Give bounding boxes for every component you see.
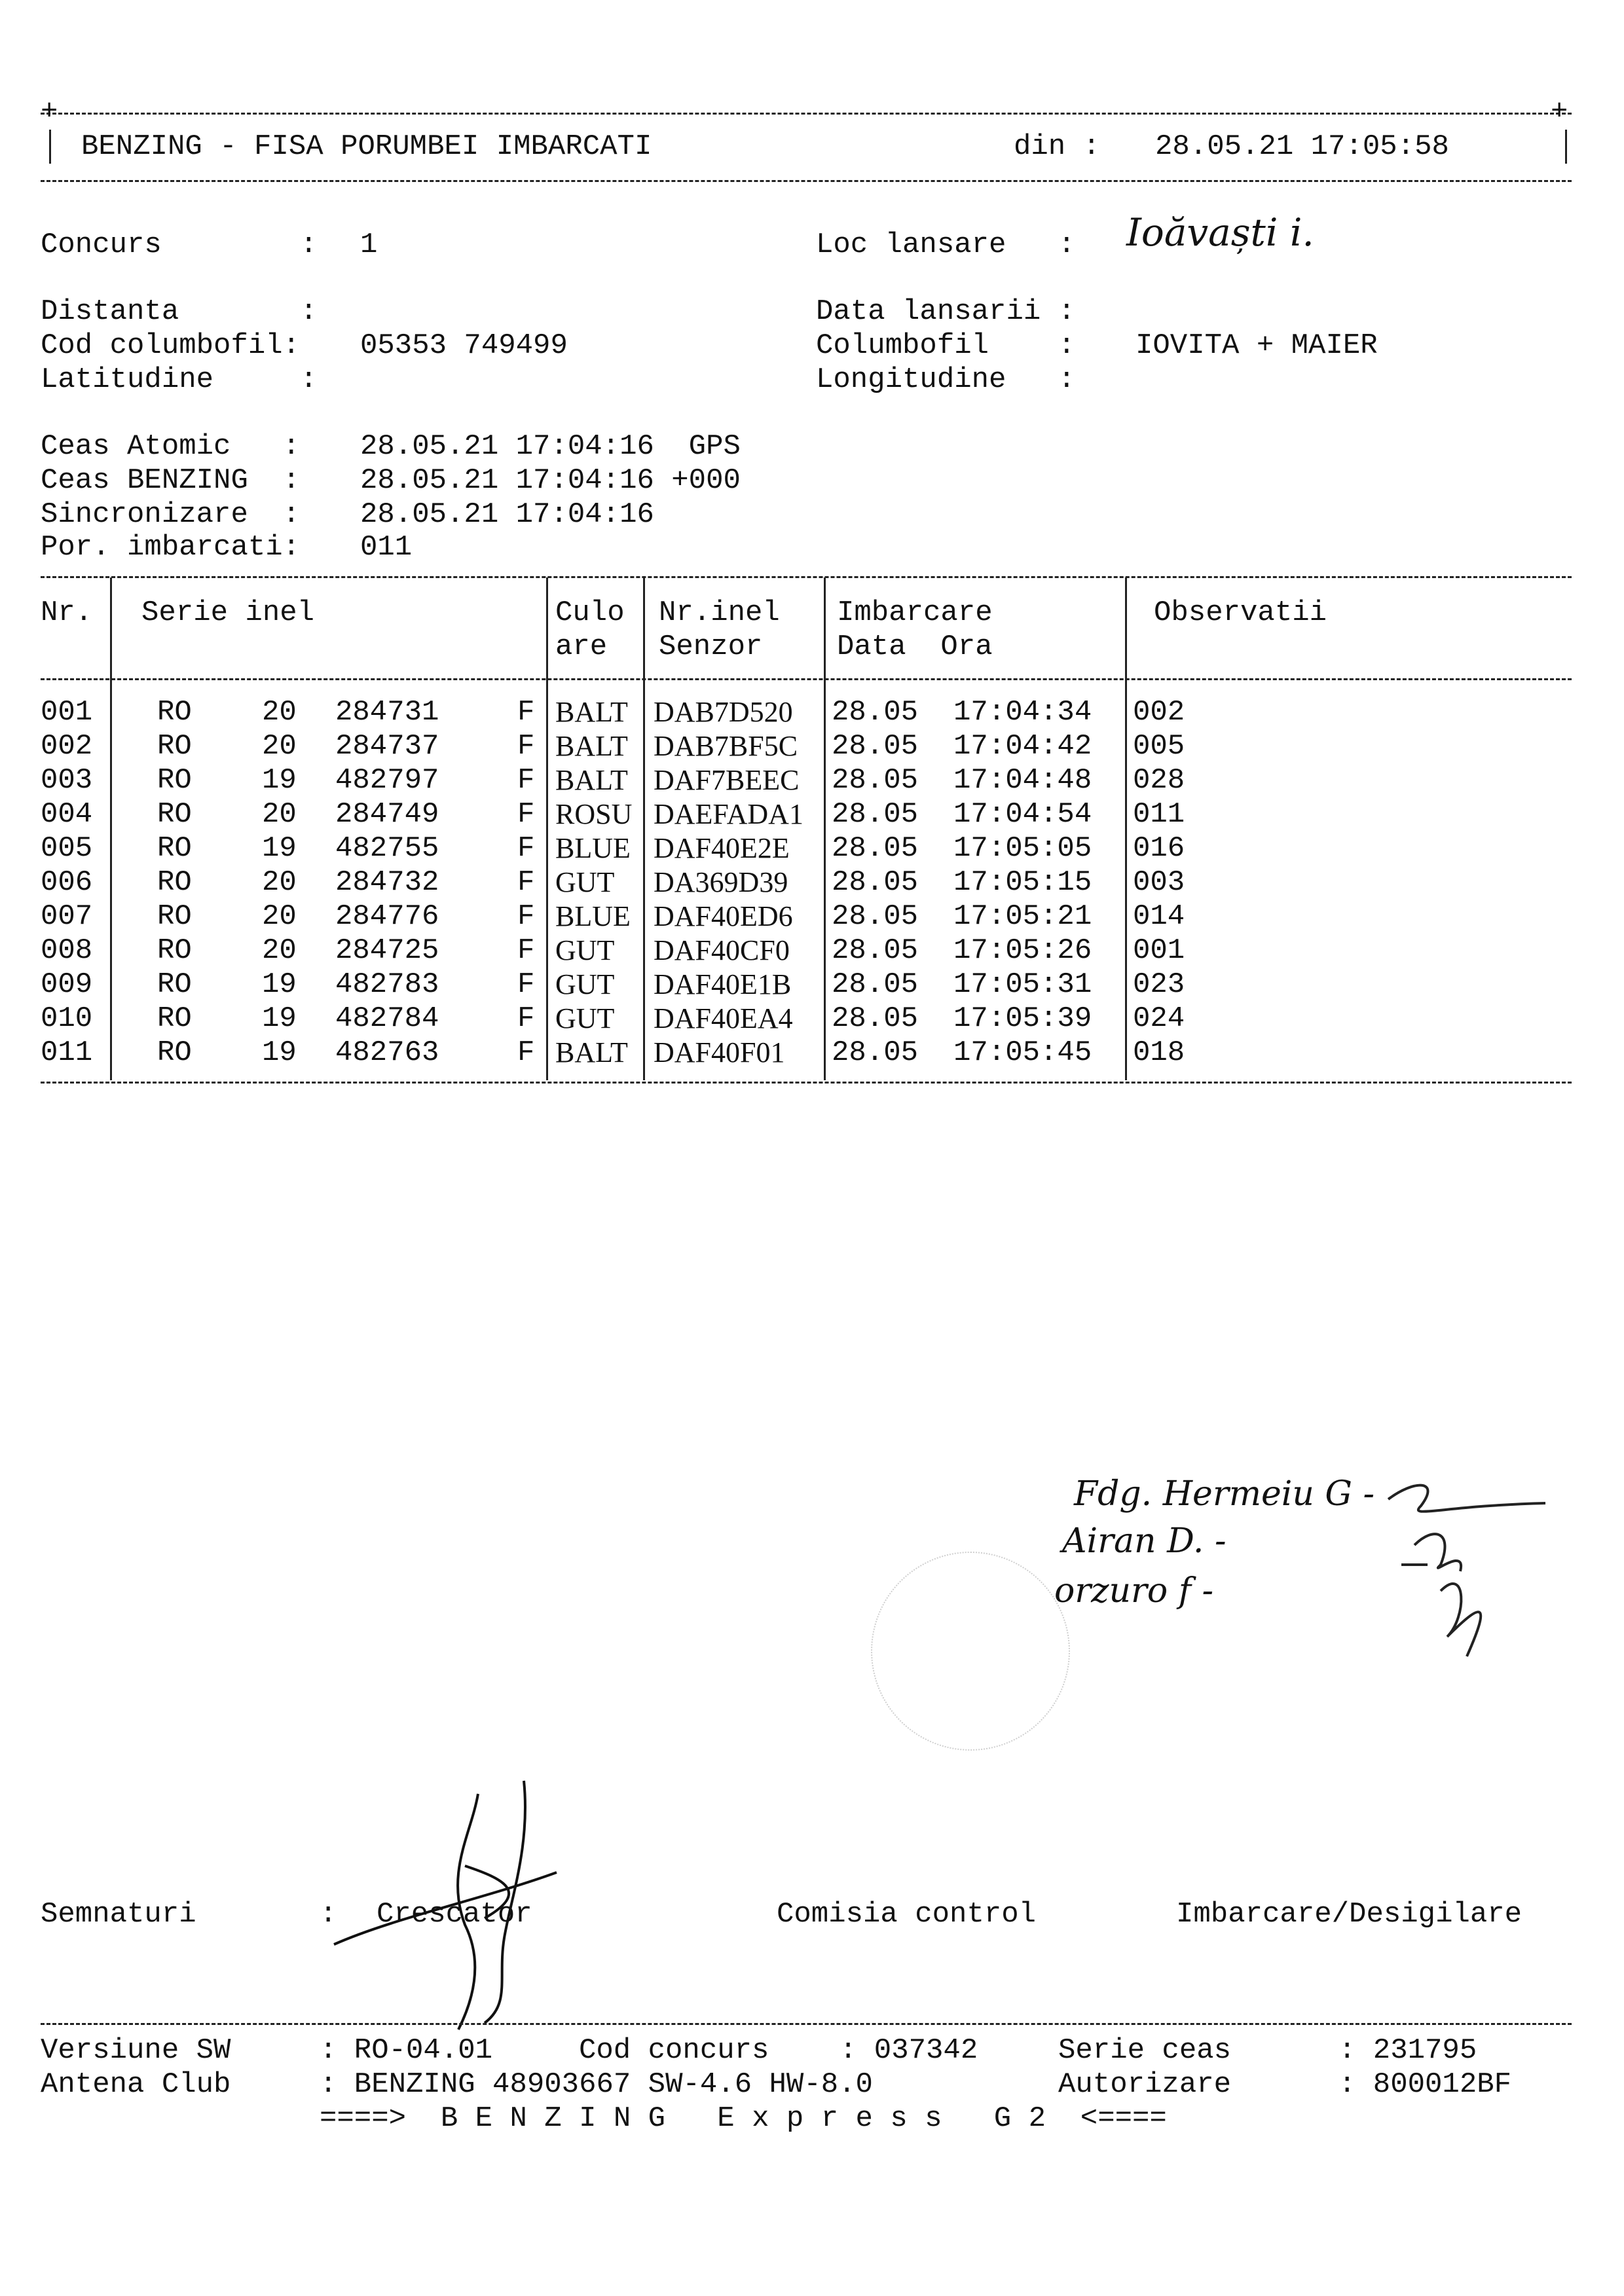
row-ring: 284731 (335, 696, 439, 729)
handwritten-note-3: orzuro f - (1054, 1571, 1214, 1611)
row-nr: 011 (41, 1036, 93, 1069)
row-nr: 006 (41, 866, 93, 899)
din-timestamp: 28.05.21 17:05:58 (1155, 130, 1449, 163)
table-row (0, 866, 1624, 900)
cod-columbofil-label: Cod columbofil: (41, 329, 301, 362)
row-obs: 002 (1133, 696, 1185, 729)
row-sex: F (517, 764, 535, 797)
row-sensor: DAF40CF0 (654, 934, 790, 966)
table-row (0, 900, 1624, 934)
row-sensor: DAB7BF5C (654, 730, 798, 762)
row-ring: 284737 (335, 730, 439, 763)
row-date: 28.05 (832, 798, 919, 831)
row-color: BALT (555, 764, 628, 796)
col-header-data-ora: Data Ora (837, 630, 993, 663)
row-time: 17:04:34 (953, 696, 1092, 729)
row-sensor: DA369D39 (654, 866, 788, 898)
row-nr: 004 (41, 798, 93, 831)
table-row (0, 1036, 1624, 1070)
row-time: 17:05:15 (953, 866, 1092, 899)
row-sex: F (517, 1036, 535, 1069)
header-right-corner: + (1551, 96, 1568, 128)
col-header-culoare-2: are (555, 630, 608, 663)
row-ring: 482755 (335, 832, 439, 865)
row-time: 17:05:26 (953, 934, 1092, 967)
por-imbarcati-label: Por. imbarcati: (41, 531, 301, 564)
row-sensor: DAF40EA4 (654, 1002, 793, 1034)
row-country: RO (157, 900, 192, 933)
row-country: RO (157, 866, 192, 899)
col-header-observatii: Observatii (1154, 596, 1327, 629)
serie-ceas-label: Serie ceas (1058, 2034, 1232, 2067)
col-header-nr-inel: Nr.inel (659, 596, 780, 629)
row-ring: 284776 (335, 900, 439, 933)
concurs-value: 1 (360, 228, 378, 261)
row-color: ROSU (555, 798, 633, 830)
col-header-serie-inel: Serie inel (141, 596, 315, 629)
loc-lansare-label: Loc lansare : (816, 228, 1076, 261)
antena-club-label: Antena Club (41, 2068, 231, 2101)
row-color: GUT (555, 934, 615, 966)
table-top-rule (41, 576, 1572, 578)
table-header-rule (41, 678, 1572, 680)
col-header-senzor: Senzor (659, 630, 763, 663)
row-date: 28.05 (832, 866, 919, 899)
crescator-label: Crescator (377, 1898, 532, 1931)
row-year: 20 (262, 866, 297, 899)
row-color: BALT (555, 696, 628, 728)
columbofil-value: IOVITA + MAIER (1135, 329, 1378, 362)
por-imbarcati-value: 011 (360, 531, 413, 564)
row-color: BALT (555, 730, 628, 762)
row-ring: 482784 (335, 1002, 439, 1035)
row-nr: 002 (41, 730, 93, 763)
table-row (0, 729, 1624, 763)
row-obs: 023 (1133, 968, 1185, 1001)
serie-ceas-value: : 231795 (1338, 2034, 1477, 2067)
ceas-atomic-value: 28.05.21 17:04:16 GPS (360, 430, 741, 463)
row-ring: 482797 (335, 764, 439, 797)
row-sex: F (517, 900, 535, 933)
row-sensor: DAEFADA1 (654, 798, 803, 830)
row-obs: 028 (1133, 764, 1185, 797)
row-nr: 007 (41, 900, 93, 933)
row-year: 19 (262, 1002, 297, 1035)
table-row (0, 934, 1624, 968)
cod-columbofil-value: 05353 749499 (360, 329, 568, 362)
cod-concurs-value: : 037342 (840, 2034, 978, 2067)
row-nr: 005 (41, 832, 93, 865)
header-bottom-rule (41, 180, 1572, 182)
row-year: 20 (262, 730, 297, 763)
row-nr: 003 (41, 764, 93, 797)
row-color: BLUE (555, 832, 631, 864)
faded-stamp (871, 1552, 1070, 1751)
row-time: 17:05:21 (953, 900, 1092, 933)
row-sensor: DAB7D520 (654, 696, 793, 728)
row-obs: 011 (1133, 798, 1185, 831)
row-nr: 010 (41, 1002, 93, 1035)
ceas-benzing-value: 28.05.21 17:04:16 +000 (360, 464, 741, 497)
row-ring: 482783 (335, 968, 439, 1001)
row-year: 20 (262, 900, 297, 933)
concurs-label: Concurs : (41, 228, 318, 261)
sincronizare-label: Sincronizare : (41, 498, 301, 531)
latitudine-label: Latitudine : (41, 363, 318, 396)
row-date: 28.05 (832, 832, 919, 865)
row-date: 28.05 (832, 730, 919, 763)
row-sex: F (517, 798, 535, 831)
table-row (0, 797, 1624, 831)
row-country: RO (157, 1002, 192, 1035)
row-ring: 284732 (335, 866, 439, 899)
antena-club-value: : BENZING 48903667 SW-4.6 HW-8.0 (320, 2068, 873, 2101)
row-sensor: DAF40E1B (654, 968, 792, 1000)
row-date: 28.05 (832, 1036, 919, 1069)
header-top-rule (41, 113, 1572, 115)
ceas-atomic-label: Ceas Atomic : (41, 430, 301, 463)
row-sex: F (517, 696, 535, 729)
row-date: 28.05 (832, 968, 919, 1001)
product-banner: ====> B E N Z I N G E x p r e s s G 2 <==== (320, 2102, 1167, 2135)
semnaturi-label: Semnaturi (41, 1898, 196, 1931)
row-country: RO (157, 832, 192, 865)
row-time: 17:04:48 (953, 764, 1092, 797)
row-obs: 003 (1133, 866, 1185, 899)
col-header-culoare: Culo (555, 596, 625, 629)
row-year: 20 (262, 696, 297, 729)
row-sensor: DAF40ED6 (654, 900, 793, 932)
columbofil-label: Columbofil : (816, 329, 1076, 362)
table-bottom-rule (41, 1082, 1572, 1084)
row-country: RO (157, 730, 192, 763)
row-country: RO (157, 798, 192, 831)
row-country: RO (157, 1036, 192, 1069)
sincronizare-value: 28.05.21 17:04:16 (360, 498, 654, 531)
page-title: BENZING - FISA PORUMBEI IMBARCATI (81, 130, 652, 163)
row-sex: F (517, 1002, 535, 1035)
row-year: 19 (262, 968, 297, 1001)
row-sex: F (517, 934, 535, 967)
row-sensor: DAF40F01 (654, 1036, 785, 1068)
versiune-sw-label: Versiune SW (41, 2034, 231, 2067)
header-left-border (49, 130, 51, 164)
footer-top-rule (41, 2023, 1572, 2025)
row-time: 17:05:45 (953, 1036, 1092, 1069)
row-sex: F (517, 866, 535, 899)
row-nr: 008 (41, 934, 93, 967)
crescator-signature (314, 1768, 589, 2043)
row-date: 28.05 (832, 1002, 919, 1035)
row-color: BALT (555, 1036, 628, 1068)
imbarcare-desigilare-label: Imbarcare/Desigilare (1176, 1898, 1522, 1931)
row-time: 17:04:42 (953, 730, 1092, 763)
row-obs: 016 (1133, 832, 1185, 865)
handwritten-note-2: Airan D. - (1062, 1522, 1227, 1561)
handwritten-initials (1048, 1467, 1572, 1728)
row-color: GUT (555, 866, 615, 898)
row-time: 17:05:05 (953, 832, 1092, 865)
row-sex: F (517, 968, 535, 1001)
row-year: 20 (262, 934, 297, 967)
row-time: 17:04:54 (953, 798, 1092, 831)
table-row (0, 831, 1624, 866)
row-date: 28.05 (832, 696, 919, 729)
autorizare-label: Autorizare (1058, 2068, 1232, 2101)
comisia-control-label: Comisia control (777, 1898, 1037, 1931)
row-time: 17:05:39 (953, 1002, 1092, 1035)
row-country: RO (157, 934, 192, 967)
table-row (0, 763, 1624, 797)
versiune-sw-value: : RO-04.01 (320, 2034, 493, 2067)
row-ring: 284725 (335, 934, 439, 967)
table-row (0, 695, 1624, 729)
handwritten-note-1: Fdg. Hermeiu G - (1074, 1474, 1375, 1514)
col-header-imbarcare: Imbarcare (837, 596, 993, 629)
data-lansarii-label: Data lansarii : (816, 295, 1076, 328)
row-country: RO (157, 696, 192, 729)
row-year: 19 (262, 764, 297, 797)
col-header-nr: Nr. (41, 596, 93, 629)
row-color: GUT (555, 968, 615, 1000)
row-obs: 014 (1133, 900, 1185, 933)
row-date: 28.05 (832, 764, 919, 797)
row-color: GUT (555, 1002, 615, 1034)
din-label: din : (1014, 130, 1101, 163)
row-color: BLUE (555, 900, 631, 932)
row-obs: 024 (1133, 1002, 1185, 1035)
row-year: 20 (262, 798, 297, 831)
autorizare-value: : 800012BF (1338, 2068, 1512, 2101)
distanta-label: Distanta : (41, 295, 318, 328)
row-nr: 001 (41, 696, 93, 729)
table-row (0, 968, 1624, 1002)
header-right-border (1565, 130, 1567, 164)
row-obs: 018 (1133, 1036, 1185, 1069)
row-country: RO (157, 764, 192, 797)
row-sex: F (517, 832, 535, 865)
longitudine-label: Longitudine : (816, 363, 1076, 396)
row-ring: 482763 (335, 1036, 439, 1069)
row-ring: 284749 (335, 798, 439, 831)
row-country: RO (157, 968, 192, 1001)
row-nr: 009 (41, 968, 93, 1001)
header-left-corner: + (41, 96, 58, 128)
row-obs: 001 (1133, 934, 1185, 967)
row-sensor: DAF40E2E (654, 832, 790, 864)
row-date: 28.05 (832, 900, 919, 933)
loc-lansare-handwritten: Ioăvaști i. (1126, 210, 1314, 255)
table-row (0, 1002, 1624, 1036)
cod-concurs-label: Cod concurs (579, 2034, 769, 2067)
row-obs: 005 (1133, 730, 1185, 763)
semnaturi-separator: : (320, 1898, 337, 1931)
row-sex: F (517, 730, 535, 763)
row-year: 19 (262, 1036, 297, 1069)
row-year: 19 (262, 832, 297, 865)
row-date: 28.05 (832, 934, 919, 967)
row-sensor: DAF7BEEC (654, 764, 800, 796)
ceas-benzing-label: Ceas BENZING : (41, 464, 301, 497)
row-time: 17:05:31 (953, 968, 1092, 1001)
